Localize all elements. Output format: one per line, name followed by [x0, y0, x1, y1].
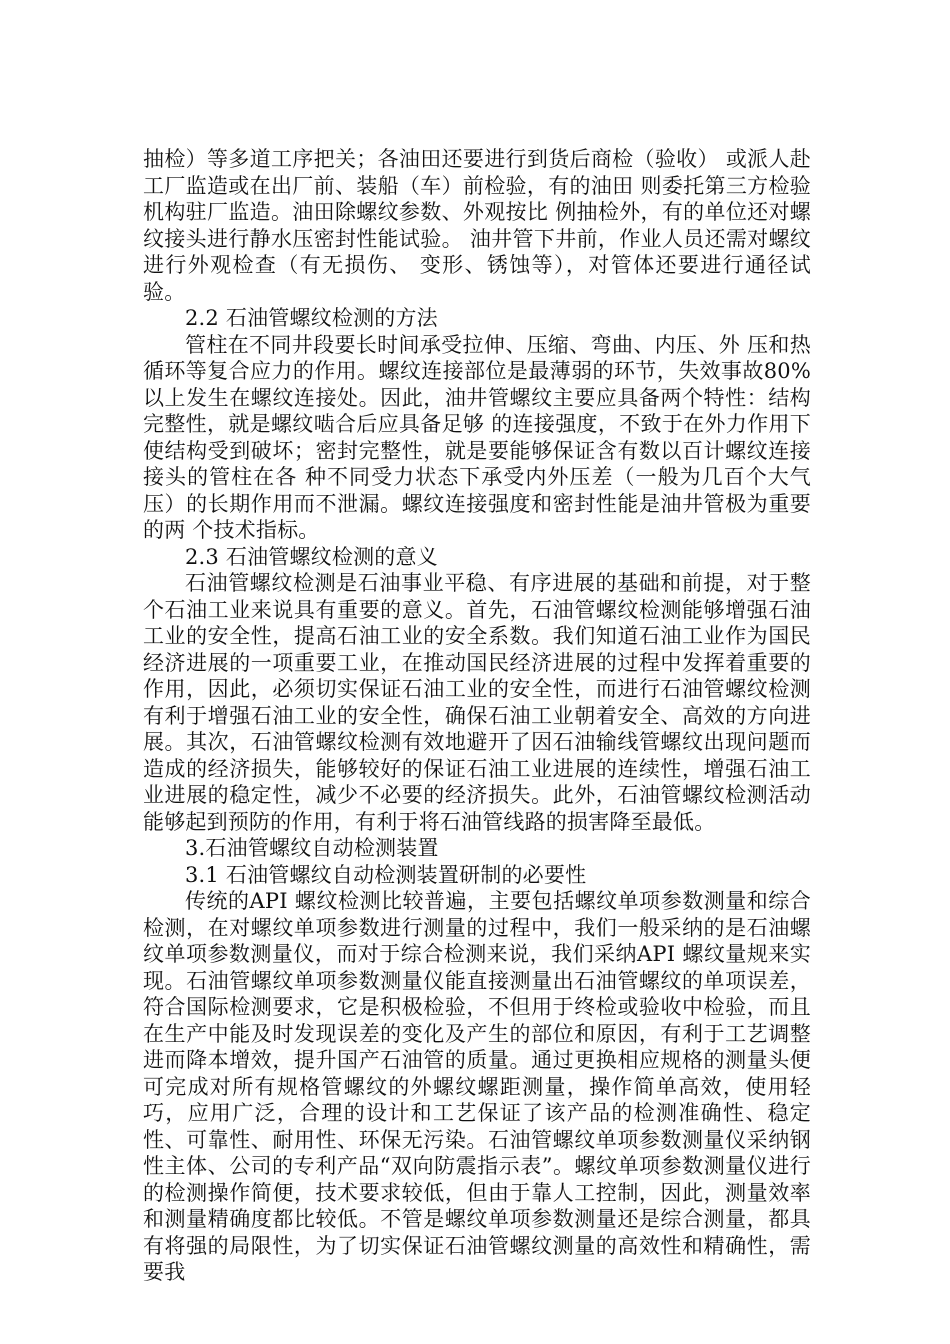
paragraph-detection-significance: 石油管螺纹检测是石油事业平稳、有序进展的基础和前提，对于整个石油工业来说具有重要的意义。首先，石油管螺纹检测能够增强石油工业的安全性，提高石油工业的安全系数。我们知道石油工业作为国民经济进展的一项重要工业，在推动国民经济进展的过程中发挥着重要的作用，因此，必须切实保证石油工业的安全性，而进行石油管螺纹检测有利于增强石油工业的安全性，确保石油工业朝着安全、高效的方向进展。其次，石油管螺纹检测有效地避开了因石油输线管螺纹出现问题而造成的经济损失，能够较好的保证石油工业进展的连续性，增强石油工业进展的稳定性，减少不必要的经济损失。此外，石油管螺纹检测活动能够起到预防的作用，有利于将石油管线路的损害降至最低。 [143, 571, 811, 834]
paragraph-intro-continuation: 抽检）等多道工序把关；各油田还要进行到货后商检（验收） 或派人赴工厂监造或在出厂前、装船（车）前检验，有的油田 则委托第三方检验机构驻厂监造。油田除螺纹参数、外观按比 例抽检外，有的单位还对螺纹接头进行静水压密封性能试验。 油井管下井前，作业人员还需对螺纹进行外观检查（有无损伤、 变形、锈蚀等），对管体还要进行通径试验。 [143, 147, 811, 304]
section-heading-3: 3.石油管螺纹自动检测装置 [185, 836, 439, 860]
section-heading-2-2: 2.2 石油管螺纹检测的方法 [185, 306, 438, 330]
document-body [143, 146, 811, 1286]
paragraph-detection-methods: 管柱在不同井段要长时间承受拉伸、压缩、弯曲、内压、外 压和热循环等复合应力的作用。螺纹连接部位是最薄弱的环节，失效事故80%以上发生在螺纹连接处。因此，油井管螺纹主要应具备两个特性：结构完整性，就是螺纹啮合后应具备足够 的连接强度，不致于在外力作用下使结构受到破坏；密封完整性，就是要能够保证含有数以百计螺纹连接接头的管柱在各 种不同受力状态下承受内外压差（一般为几百个大气压）的长期作用而不泄漏。螺纹连接强度和密封性能是油井管极为重要的两 个技术指标。 [143, 332, 811, 542]
paragraph-necessity: 传统的API 螺纹检测比较普遍，主要包括螺纹单项参数测量和综合检测，在对螺纹单项参数进行测量的过程中，我们一般采纳的是石油螺纹单项参数测量仪，而对于综合检测来说，我们采纳API 螺纹量规来实现。石油管螺纹单项参数测量仪能直接测量出石油管螺纹的单项误差，符合国际检测要求，它是积极检验，不但用于终检或验收中检验，而且在生产中能及时发现误差的变化及产生的部位和原因，有利于工艺调整进而降本增效，提升国产石油管的质量。通过更换相应规格的测量头便可完成对所有规格管螺纹的外螺纹螺距测量，操作简单高效，使用轻巧，应用广泛，合理的设计和工艺保证了该产品的检测准确性、稳定性、可靠性、耐用性、环保无污染。石油管螺纹单项参数测量仪采纳钢性主体、公司的专利产品“双向防震指示表”。螺纹单项参数测量仪进行的检测操作简便，技术要求较低，但由于靠人工控制，因此，测量效率和测量精确度都比较低。不管是螺纹单项参数测量还是综合测量，都具有将强的局限性，为了切实保证石油管螺纹测量的高效性和精确性，需要我 [143, 889, 811, 1284]
section-heading-2-3: 2.3 石油管螺纹检测的意义 [185, 544, 438, 569]
section-heading-3-1: 3.1 石油管螺纹自动检测装置研制的必要性 [185, 862, 587, 887]
